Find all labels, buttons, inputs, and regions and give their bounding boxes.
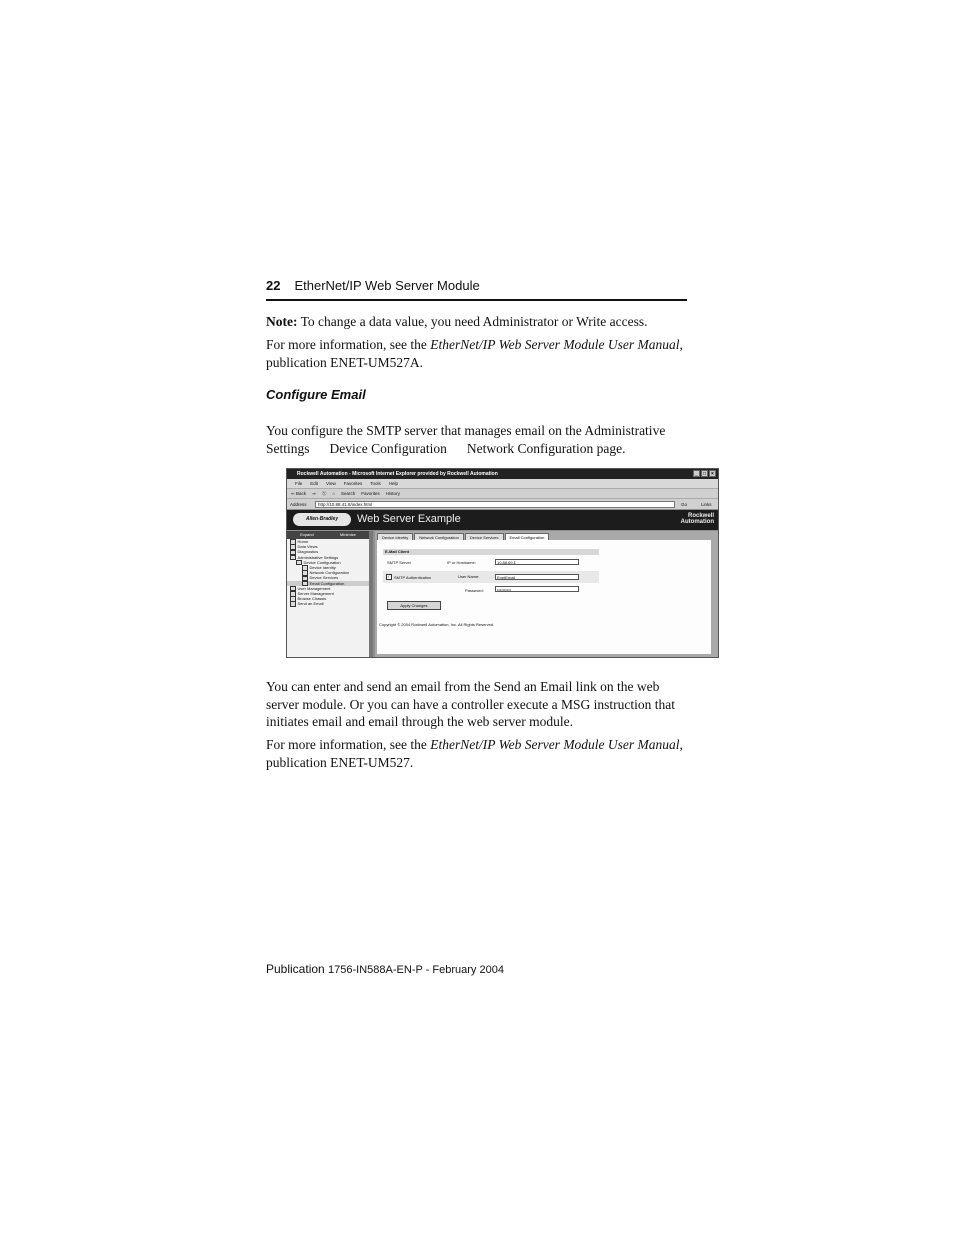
- home-button[interactable]: ⌂: [332, 491, 336, 496]
- window-controls: [693, 470, 716, 477]
- smtp-auth-label: SMTP Authentication: [394, 575, 432, 580]
- nav-item[interactable]: Home: [287, 539, 369, 544]
- section-intro: [266, 422, 686, 457]
- ip-hostname-input[interactable]: 10.88.69.1: [495, 559, 579, 565]
- search-button[interactable]: Search: [341, 491, 356, 496]
- nav-expand-button[interactable]: Expand: [300, 532, 314, 537]
- more-info-paragraph-2: [266, 736, 686, 771]
- left-navigation: [287, 531, 373, 658]
- minimize-icon[interactable]: _: [693, 470, 700, 477]
- tab-device-identity[interactable]: Device Identity: [377, 533, 413, 542]
- copyright-text: Copyright © 2004 Rockwell Automation, Inc. All Rights Reserved.: [379, 622, 495, 627]
- nav-item[interactable]: Device Identity: [287, 565, 369, 570]
- stop-button[interactable]: Ⓧ: [321, 491, 327, 496]
- note-paragraph: [266, 313, 686, 331]
- fieldset-title: E-Mail Client: [383, 549, 599, 555]
- publication-id: 1756-IN588A-EN-P - February 2004: [328, 964, 504, 976]
- nav-item[interactable]: Device Configuration: [287, 560, 369, 565]
- browser-menu-bar: [287, 479, 718, 488]
- footer-label: Publication: [266, 962, 329, 976]
- smtp-auth-checkbox[interactable]: ✓: [387, 574, 391, 579]
- smtp-auth-row: [383, 571, 599, 583]
- intro-line-1: You configure the SMTP server that manages email on the Administrative: [266, 423, 666, 438]
- intro-path-network-config: Network Configuration page.: [466, 440, 626, 456]
- manual-title: EtherNet/IP Web Server Module User Manual,: [430, 337, 683, 352]
- running-title: EtherNet/IP Web Server Module: [294, 278, 480, 293]
- menu-tools[interactable]: Tools: [370, 481, 381, 486]
- links-button[interactable]: Links: [701, 502, 712, 507]
- nav-item[interactable]: Device Services: [287, 575, 369, 580]
- nav-item[interactable]: Diagnostics: [287, 549, 369, 554]
- user-name-label: User Name:: [458, 574, 480, 579]
- content-area: [375, 531, 719, 658]
- banner-title: Web Server Example: [357, 513, 461, 525]
- nav-list: [287, 539, 369, 606]
- menu-favorites[interactable]: Favorites: [343, 481, 363, 486]
- brand-line-2: Automation: [680, 519, 714, 525]
- note-label: Note:: [266, 314, 298, 329]
- nav-item[interactable]: Network Configuration: [287, 570, 369, 575]
- allen-bradley-logo: Allen-Bradley: [293, 513, 351, 526]
- password-input[interactable]: ••••••••••: [495, 586, 579, 592]
- user-name-input[interactable]: EnetEmail: [495, 574, 579, 580]
- manual-title-2: EtherNet/IP Web Server Module User Manual,: [430, 737, 683, 752]
- note-text: To change a data value, you need Administrator or Write access.: [297, 314, 648, 329]
- forward-button[interactable]: ⇒: [312, 491, 316, 496]
- close-icon[interactable]: ×: [709, 470, 716, 477]
- menu-help[interactable]: Help: [388, 481, 399, 486]
- nav-item[interactable]: Email Configuration: [287, 581, 369, 586]
- intro-path-settings: Settings: [266, 440, 310, 456]
- address-label: Address: [290, 502, 307, 507]
- nav-item[interactable]: Data Views: [287, 544, 369, 549]
- site-banner: [287, 510, 718, 530]
- maximize-icon[interactable]: □: [702, 471, 707, 477]
- ip-hostname-label: IP or Hostname:: [447, 560, 476, 565]
- tab-device-services[interactable]: Device Services: [465, 533, 504, 542]
- page-number: 22: [266, 278, 281, 293]
- menu-file[interactable]: File: [295, 481, 303, 486]
- page-footer: [266, 962, 504, 976]
- address-bar: [287, 498, 718, 509]
- brand-line-1: Rockwell: [687, 513, 714, 519]
- password-label: Password:: [465, 588, 484, 593]
- address-input[interactable]: http://10.88.41.8/index.html: [315, 501, 675, 508]
- more-info-paragraph-1: [266, 336, 686, 371]
- nav-item[interactable]: Server Management: [287, 591, 369, 596]
- nav-item[interactable]: Browse Chassis: [287, 596, 369, 601]
- back-button[interactable]: ⇐ Back: [291, 491, 307, 496]
- tab-network-configuration[interactable]: Network Configuration: [414, 533, 464, 542]
- history-button[interactable]: History: [385, 491, 400, 496]
- send-email-paragraph: [266, 678, 686, 731]
- favorites-button[interactable]: Favorites: [361, 491, 380, 496]
- browser-toolbar: [287, 488, 718, 498]
- apply-changes-button[interactable]: Apply Changes: [387, 601, 441, 610]
- nav-header: [287, 531, 369, 539]
- smtp-server-label: SMTP Server: [387, 560, 411, 565]
- nav-item[interactable]: Send an Email: [287, 601, 369, 606]
- send-email-line-3: initiates email and email through the web server module.: [266, 714, 574, 729]
- nav-item[interactable]: User Management: [287, 586, 369, 591]
- send-email-line-1: You can enter and send an email from the Send an Email link on the web: [266, 679, 660, 694]
- nav-minimize-button[interactable]: Minimize: [340, 532, 356, 537]
- publication-ref-2: publication ENET-UM527.: [266, 754, 414, 770]
- web-server-screenshot: [286, 468, 719, 658]
- menu-view[interactable]: View: [326, 481, 336, 486]
- section-heading: Configure Email: [266, 387, 366, 402]
- menu-edit[interactable]: Edit: [310, 481, 319, 486]
- intro-path-device-config: Device Configuration: [329, 440, 447, 456]
- send-email-line-2: server module. Or you can have a controller execute a MSG instruction that: [266, 696, 675, 712]
- header-rule: [266, 299, 687, 301]
- rockwell-logo: [681, 513, 714, 525]
- more-info-prefix: For more information, see the: [266, 337, 431, 352]
- more-info-prefix-2: For more information, see the: [266, 737, 431, 752]
- publication-ref: publication ENET-UM527A.: [266, 354, 423, 370]
- go-button[interactable]: Go: [681, 502, 688, 507]
- email-config-panel: [377, 540, 711, 654]
- browser-title-bar: [287, 469, 718, 479]
- page-header: [266, 277, 687, 295]
- browser-window-title: Rockwell Automation - Microsoft Internet Explorer provided by Rockwell Automation: [297, 471, 498, 477]
- nav-item[interactable]: Administrative Settings: [287, 555, 369, 560]
- tab-email-configuration[interactable]: Email Configuration: [505, 533, 550, 542]
